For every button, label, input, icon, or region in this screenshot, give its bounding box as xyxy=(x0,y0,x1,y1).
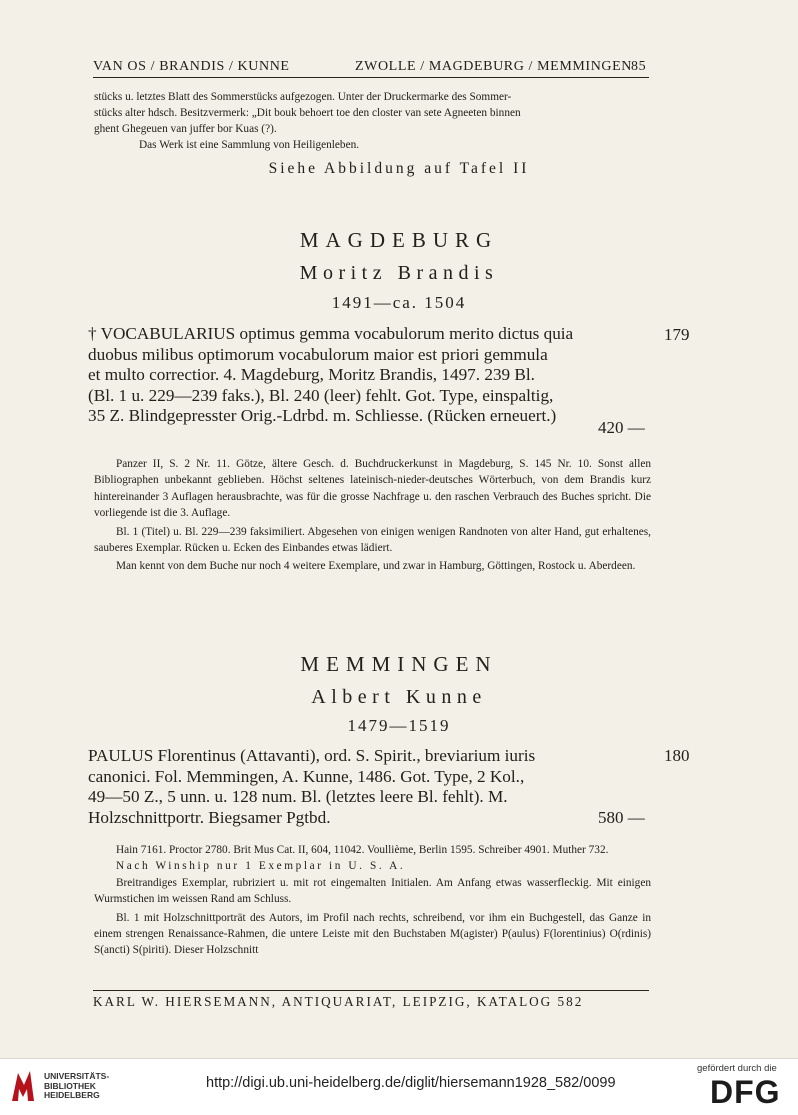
entry-notes-179 xyxy=(94,456,651,575)
library-name xyxy=(44,1072,109,1101)
entry-line: Holzschnittportr. Biegsamer Pgtbd. xyxy=(88,807,331,827)
catalog-entry-179 xyxy=(88,324,648,427)
printer-years-kunne: 1479—1519 xyxy=(347,716,451,735)
plate-reference: Siehe Abbildung auf Tafel II xyxy=(268,160,530,177)
copies-note: Man kennt von dem Buche nur noch 4 weitere Exemplare, und zwar in Hamburg, Göttingen, Rostock u. Aberdeen. xyxy=(116,560,636,573)
dfg-logo: DFG xyxy=(710,1074,781,1110)
entry-number-179: 179 xyxy=(664,325,690,344)
entry-number-180: 180 xyxy=(664,746,690,765)
census-note: Nach Winship nur 1 Exemplar in U. S. A. xyxy=(116,860,406,873)
intro-line: stücks u. letztes Blatt des Sommerstücks aufgezogen. Unter der Druckermarke des Sommer- xyxy=(94,91,512,103)
header-rule xyxy=(93,77,649,78)
entry-line: PAULUS Florentinus (Attavanti), ord. S. Spirit., breviarium iuris xyxy=(88,746,536,765)
condition-note: Bl. 1 (Titel) u. Bl. 229—239 faksimiliert. Abgesehen von einigen wenigen Randnoten von alter Hand, gut erhaltenes, sauberes Exemplar. Rücken u. Ecken des Einbandes etwas lädiert. xyxy=(94,525,651,555)
bibliography-note: Hain 7161. Proctor 2780. Brit Mus Cat. II, 604, 11042. Voullième, Berlin 1595. Schreiber 4901. Muther 732. xyxy=(116,844,609,856)
permalink-url[interactable]: http://digi.ub.uni-heidelberg.de/diglit/hiersemann1928_582/0099 xyxy=(206,1075,616,1091)
entry-line: 49—50 Z., 5 unn. u. 128 num. Bl. (letztes leere Bl. fehlt). M. xyxy=(88,787,508,807)
entry-notes-180 xyxy=(94,842,651,959)
price-180: 580 — xyxy=(598,808,645,827)
entry-line: et multo correctior. 4. Magdeburg, Moritz Brandis, 1497. 239 Bl. xyxy=(88,365,535,385)
entry-line: duobus milibus optimorum vocabulorum maior est priori gemmula xyxy=(88,344,548,364)
woodcut-note: Bl. 1 mit Holzschnittporträt des Autors, im Profil nach rechts, schreibend, vor ihm ein Buchgestell, das Ganze in einem strengen Renaissance-Rahmen, die untere Leiste mit den Buchstaben M(agister) P(aulus) F(lorentinius) O(rdinis) S(ancti) S(piriti). Dieser Holzschnitt xyxy=(94,911,651,957)
viewer-footer-bar xyxy=(0,1058,798,1115)
bibliography-note: Panzer II, S. 2 Nr. 11. Götze, ältere Gesch. d. Buchdruckerkunst in Magdeburg, S. 145 Nr. 10. Sonst allen Bibliographen unbekannt geblieben. Höchst seltenes lateinisch-nieder-deutsches Wörterbuch, von dem Brandis kurz hintereinander 3 Auflagen herausbrachte, was für die grosse Nachfrage u. den raschen Verbrauch des Buches spricht. Die vorliegende ist die 3. Auflage. xyxy=(94,458,651,520)
entry-line: † VOCABULARIUS optimus gemma vocabulorum merito dictus quia xyxy=(88,324,574,343)
page-number: 85 xyxy=(631,59,647,74)
printer-heading-brandis: Moritz Brandis xyxy=(299,262,499,284)
price-179: 420 — xyxy=(598,418,645,437)
funding-note: gefördert durch die xyxy=(697,1063,777,1074)
library-name-line: BIBLIOTHEK xyxy=(44,1080,96,1091)
library-name-line: UNIVERSITÄTS- xyxy=(44,1071,110,1081)
entry-line: 35 Z. Blindgepresster Orig.-Ldrbd. m. Schliesse. (Rücken erneuert.) xyxy=(88,406,557,426)
heidelberg-lion-logo xyxy=(8,1067,38,1105)
library-name-line: HEIDELBERG xyxy=(44,1090,100,1100)
intro-line: Das Werk ist eine Sammlung von Heiligenleben. xyxy=(139,139,360,151)
footer-rule xyxy=(93,990,649,991)
entry-line: canonici. Fol. Memmingen, A. Kunne, 1486. Got. Type, 2 Kol., xyxy=(88,766,525,786)
city-heading-magdeburg: MAGDEBURG xyxy=(299,228,499,252)
printer-heading-kunne: Albert Kunne xyxy=(311,686,487,708)
intro-line: ghent Ghegeuen van juffer bor Kuas (?). xyxy=(94,123,277,135)
entry-line: (Bl. 1 u. 229—239 faks.), Bl. 240 (leer) fehlt. Got. Type, einspaltig, xyxy=(88,385,554,405)
catalog-entry-180 xyxy=(88,746,648,828)
printer-years-brandis: 1491—ca. 1504 xyxy=(331,293,467,312)
city-heading-memmingen: MEMMINGEN xyxy=(300,652,498,676)
intro-line: stücks alter hdsch. Besitzvermerk: „Dit bouk behoert toe den closter van sete Agneeten binnen xyxy=(94,107,521,119)
condition-note: Breitrandiges Exemplar, rubriziert u. mit rot eingemalten Initialen. Am Anfang etwas wasserfleckig. Mit einigen Wurmstichen im weissen Rand am Schluss. xyxy=(94,876,651,906)
catalog-footer: KARL W. HIERSEMANN, ANTIQUARIAT, LEIPZIG, KATALOG 582 xyxy=(93,994,584,1009)
running-header-left: VAN OS / BRANDIS / KUNNE xyxy=(93,59,290,74)
running-header-right: ZWOLLE / MAGDEBURG / MEMMINGEN xyxy=(355,59,632,74)
